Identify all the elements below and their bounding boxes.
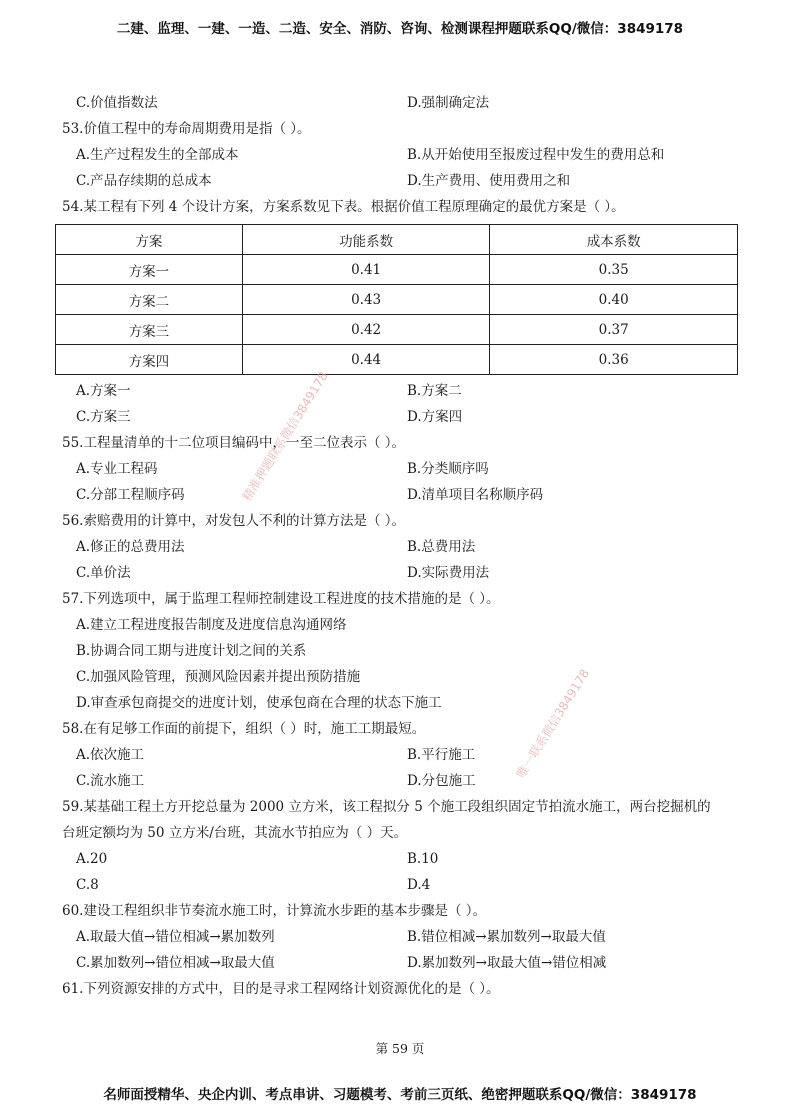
q59-option-b: B.10 [407, 851, 439, 867]
q57-option-b: B.协调合同工期与进度计划之间的关系 [76, 643, 307, 659]
q59-option-c: C.8 [76, 877, 99, 893]
q56-option-b: B.总费用法 [407, 539, 476, 555]
q54-stem: 54.某工程有下列 4 个设计方案，方案系数见下表。根据价值工程原理确定的最优方案是（ ）。 [62, 199, 625, 215]
q57-option-c: C.加强风险管理，预测风险因素并提出预防措施 [76, 669, 361, 685]
watermark-2: 唯一联系微信3849178 [513, 666, 593, 781]
q59-option-d: D.4 [407, 877, 431, 893]
q60-option-c: C.累加数列→错位相减→取最大值 [76, 955, 275, 971]
table-header-row [56, 225, 738, 255]
table-cell: 0.44 [242, 345, 490, 375]
table-row [56, 285, 738, 315]
table-cell: 方案三 [56, 315, 243, 345]
page-number: 第 59 页 [375, 1041, 425, 1056]
header-banner: 二建、监理、一建、一造、二造、安全、消防、咨询、检测课程押题联系QQ/微信：3849178 [116, 21, 684, 37]
table-header-cell: 功能系数 [242, 225, 490, 255]
table-cell: 方案二 [56, 285, 243, 315]
q55-option-c: C.分部工程顺序码 [76, 487, 185, 503]
q53-option-a: A.生产过程发生的全部成本 [76, 147, 239, 163]
q58-option-d: D.分包施工 [407, 773, 476, 789]
watermark-1: 精准押题联系微信3849178 [239, 369, 331, 504]
q56-stem: 56.索赔费用的计算中，对发包人不利的计算方法是（ ）。 [62, 513, 406, 529]
q57-option-a: A.建立工程进度报告制度及进度信息沟通网络 [76, 617, 347, 633]
q55-option-a: A.专业工程码 [76, 461, 158, 477]
table-row [56, 345, 738, 375]
q60-option-a: A.取最大值→错位相减→累加数列 [76, 929, 275, 945]
q58-stem: 58.在有足够工作面的前提下，组织（ ）时，施工工期最短。 [62, 721, 426, 737]
q56-option-c: C.单价法 [76, 565, 131, 581]
table-cell: 0.42 [242, 315, 490, 345]
table-row [56, 255, 738, 285]
q53-stem: 53.价值工程中的寿命周期费用是指（ ）。 [62, 121, 311, 137]
q56-option-d: D.实际费用法 [407, 565, 490, 581]
q52-option-d: D.强制确定法 [407, 95, 490, 111]
q60-option-b: B.错位相减→累加数列→取最大值 [407, 929, 606, 945]
q57-option-d: D.审查承包商提交的进度计划，使承包商在合理的状态下施工 [76, 695, 442, 711]
table-cell: 0.35 [490, 255, 738, 285]
q61-stem: 61.下列资源安排的方式中，目的是寻求工程网络计划资源优化的是（ ）。 [62, 981, 500, 997]
q53-option-c: C.产品存续期的总成本 [76, 173, 212, 189]
table-cell: 0.41 [242, 255, 490, 285]
table-cell: 方案一 [56, 255, 243, 285]
table-cell: 0.37 [490, 315, 738, 345]
table-cell: 0.40 [490, 285, 738, 315]
q59-stem-line2: 台班定额均为 50 立方米/台班，其流水节拍应为（ ）天。 [62, 825, 408, 841]
table-cell: 方案四 [56, 345, 243, 375]
table-header-cell: 成本系数 [490, 225, 738, 255]
q60-option-d: D.累加数列→取最大值→错位相减 [407, 955, 607, 971]
q53-option-d: D.生产费用、使用费用之和 [407, 173, 571, 189]
table-cell: 0.43 [242, 285, 490, 315]
q55-option-d: D.清单项目名称顺序码 [407, 487, 544, 503]
q54-option-c: C.方案三 [76, 409, 131, 425]
q57-stem: 57.下列选项中，属于监理工程师控制建设工程进度的技术措施的是（ ）。 [62, 591, 500, 607]
q54-option-d: D.方案四 [407, 409, 463, 425]
q59-option-a: A.20 [76, 851, 108, 867]
q58-option-c: C.流水施工 [76, 773, 145, 789]
q54-option-a: A.方案一 [76, 383, 131, 399]
table-header-cell: 方案 [56, 225, 243, 255]
table-row [56, 315, 738, 345]
q54-option-b: B.方案二 [407, 383, 462, 399]
q55-option-b: B.分类顺序吗 [407, 461, 489, 477]
q58-option-b: B.平行施工 [407, 747, 476, 763]
q60-stem: 60.建设工程组织非节奏流水施工时，计算流水步距的基本步骤是（ ）。 [62, 903, 487, 919]
q59-stem-line1: 59.某基础工程土方开挖总量为 2000 立方米，该工程拟分 5 个施工段组织固定节拍流水施工，两台挖掘机的 [62, 799, 711, 815]
q56-option-a: A.修正的总费用法 [76, 539, 185, 555]
q58-option-a: A.依次施工 [76, 747, 145, 763]
q54-scheme-table [55, 224, 738, 375]
q55-stem: 55.工程量清单的十二位项目编码中，一至二位表示（ ）。 [62, 435, 406, 451]
q52-option-c: C.价值指数法 [76, 95, 158, 111]
table-cell: 0.36 [490, 345, 738, 375]
footer-banner: 名师面授精华、央企内训、考点串讲、习题模考、考前三页纸、绝密押题联系QQ/微信：3849178 [103, 1087, 697, 1103]
q53-option-b: B.从开始使用至报废过程中发生的费用总和 [407, 147, 665, 163]
